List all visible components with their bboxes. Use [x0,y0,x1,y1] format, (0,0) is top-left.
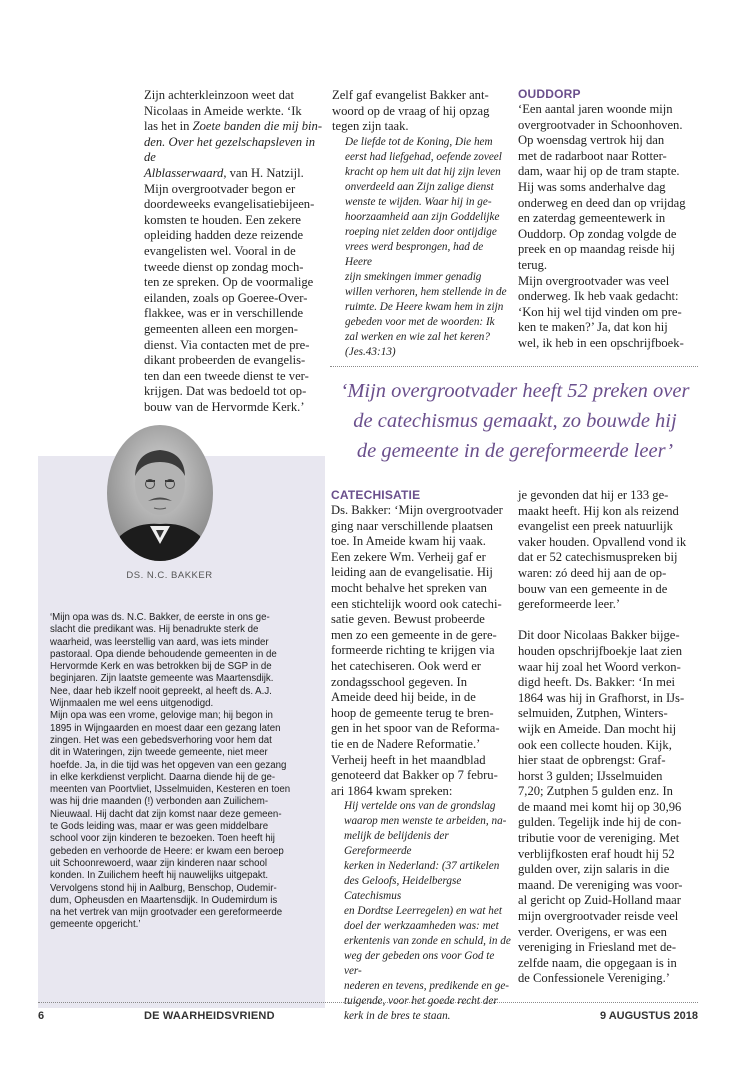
text-line: maand. De vereniging was voor- [518,877,683,892]
sidebar-text-line: te Gods leiding was, maar er was geen middelbare [50,821,269,833]
text-line: dat er 52 catechismuspreken bij [518,550,678,565]
sidebar-text-line: Nee, daar heb ikzelf nooit gepreekt, al heeft ds. A.J. [50,685,272,697]
text-line: formeerde richting te krijgen via [331,643,495,658]
text-line: je gevonden dat hij er 133 ge- [518,488,669,502]
text-line: terug. [518,257,548,272]
article-column-4 [331,488,513,1024]
quoted-text-line: wenste te wijden. Waar hij in ge- [345,195,492,208]
text-line: mocht behalve het spreken van [331,580,487,595]
article-column-1 [144,88,324,415]
sidebar-text-line: konden. In Zuilichem heeft hij nauwelijks uitgepakt. [50,870,269,882]
sidebar-text-line: slacht die predikant was. Hij benadrukte sterk de [50,624,259,636]
section-heading-catechisatie: CATECHISATIE [331,488,421,502]
text-line: flakkee, was er in verschillende [144,306,304,321]
quoted-text-line: tuigende, voor het goede recht der [344,995,498,1008]
text-line: tributie voor de vereniging. Met [518,831,680,846]
text-line: houden opschrijfboekje laat zien [518,643,683,658]
sidebar-text-line: ‘Mijn opa was ds. N.C. Bakker, de eerste in ons ge- [50,612,270,623]
article-column-2 [332,88,512,360]
portrait-image [106,424,214,562]
text-line: Ouddorp. Op zondag volgde de [518,226,677,241]
text-line: satie geven. Bewust probeerde [331,612,485,627]
text-line: gereformeerde leer.’ [518,597,621,612]
text-line: Mijn overgrootvader begon er [144,181,296,196]
pull-quote-line: de catechismus gemaakt, zo bouwde hij [353,410,677,432]
text-line: preek en op maandag reisde hij [518,242,676,257]
sidebar-text-line: zingen. Het was een gebedsverhoring voor hem dat [50,734,272,746]
text-line [518,613,703,629]
issue-date: 9 AUGUSTUS 2018 [599,1010,698,1022]
sidebar-text-line: was hij drie maanden (!) verbonden aan Zuilichem- [50,796,269,808]
quoted-text-line: kerk in de bres te staan. [344,1010,451,1023]
text-line: ari 1864 kwam spreken: [331,783,453,798]
text-line: 7,20; Zutphen 5 gulden enz. In [518,784,673,799]
sidebar-text-line: gemeente opgericht.’ [50,919,141,931]
text-line: dienst. Via contacten met de pre- [144,337,310,352]
sidebar-text-line: dum, Opheusden en Maartensdijk. In Oudemirdum is [50,894,278,906]
text-line: horst 3 gulden; IJsselmuiden [518,768,663,783]
text-line: toe. In Ameide kwam hij vaak. [331,534,486,549]
text-line: ‘Een aantal jaren woonde mijn [518,102,673,116]
sidebar-text-line: na het vertrek van mijn grootvader een gereformeerde [50,907,283,919]
text-line: dam, waar hij op de tram stapte. [518,164,680,179]
text-line: Op woensdag vertrok hij dan [518,133,665,148]
text-line: maakt heeft. Hij kon als reizend [518,503,679,518]
text-line: gulden. Tegelijk inde hij de con- [518,815,682,830]
text-line: evangelisten wel. Vooral in de [144,243,296,258]
quoted-text-line: melijk de belijdenis der Gereformeerde [344,830,449,858]
text-line: Hij was soms anderhalve dag [518,179,666,194]
text-line: ook een collecte houden. Kijk, [518,737,672,752]
sidebar-text-line: gebeden en verhoorde de Heere: er kwam een beroep [50,845,284,857]
text-line: eilanden, zoals op Goeree-Over- [144,290,308,305]
section-heading-ouddorp: OUDDORP [518,87,581,101]
text-line: bouw van een gemeente in de [518,581,668,596]
text-line: de Confessionele Vereniging.’ [518,971,670,986]
text-line: ‘Kon hij wel tijd vinden om pre- [518,304,682,319]
quoted-text-line: De liefde tot de Koning, Die hem [345,135,493,148]
quoted-text-line: onverdeeld aan Zijn zalige dienst [345,180,494,193]
sidebar-text-line: Nieuwaal. Hij dacht dat zijn komst naar deze gemeen- [50,808,282,820]
text-line: tweede dienst op zondag moch- [144,259,304,274]
page-number: 6 [38,1010,45,1022]
text-line: ging naar verschillende plaatsen [331,518,493,533]
text-line: Alblasserwaard, van H. Natzijl. [144,165,304,180]
text-line: vaker houden. Opvallend vond ik [518,534,687,549]
text-line: dikant probeerden de evangelis- [144,353,306,368]
text-line: Nicolaas in Ameide werkte. ‘Ik [144,103,302,118]
text-line: gen in het spoor van de Reforma- [331,721,500,736]
text-line: digd heeft. Ds. Bakker: ‘In mei [518,675,676,690]
quoted-text-line: eerst had liefgehad, oefende zoveel [345,150,502,163]
sidebar-text-line: school voor zijn kinderen te bezoeken. Toen heeft hij [50,833,275,845]
text-line: tie en de Nadere Reformatie.’ [331,736,481,751]
sidebar-text-line: in elke kerkdienst verplicht. Daarna diende hij de ge- [50,771,276,783]
portrait-photo [106,424,214,562]
text-line: wel, ik heb in een opschrijfboek- [518,335,684,350]
text-line: overgrootvader in Schoonhoven. [518,117,683,132]
text-line: Zijn achterkleinzoon weet dat [144,88,295,102]
quoted-text-line: en Dordtse Leerregelen) en wat het [344,905,502,918]
text-line: en zaterdag gemeentewerk in [518,211,666,226]
quoted-text-line: roeping niet zelden door ontijdige [345,225,497,238]
sidebar-text-line: Mijn opa was een vrome, gelovige man; hij begon in [50,710,273,722]
sidebar-text-line: waarheid, was leerstellig van aard, was iets minder [50,636,269,648]
text-line: Ds. Bakker: ‘Mijn overgrootvader [331,503,503,517]
text-line: de maand mei komt hij op 30,96 [518,799,682,814]
text-line: las het in Zoete banden die mij bin- [144,119,323,134]
text-line: genoteerd dat Bakker op 7 febru- [331,768,498,783]
pull-quote [320,376,710,466]
quoted-text-line: (Jes.43:13) [345,345,396,358]
text-line: 1864 was hij in Grafhorst, in IJs- [518,690,685,705]
text-line: ken te maken?’ Ja, dat kon hij [518,320,668,335]
text-line: evangelist een preek natuurlijk [518,519,673,534]
text-line: waar hij zoal het Woord verkon- [518,659,681,674]
text-line: onderweg. Ik heb vaak gedacht: [518,289,679,304]
text-line: hier staat de opbrengst: Graf- [518,753,666,768]
text-line: mijn overgrootvader reisde veel [518,909,679,924]
sidebar-text [50,612,318,932]
quoted-text-line: ruimte. De Heere kwam hem in zijn [345,300,504,313]
text-line: men zo een gemeente in de gere- [331,627,497,642]
quoted-text-line: gebeden voor met de woorden: Ik [345,315,495,328]
quoted-text-line: weg der gebeden ons voor God te ver- [344,950,495,978]
text-line: verder. Overigens, er was een [518,924,667,939]
sidebar-text-line: dit in Wateringen, zijn tweede gemeente, niet meer [50,747,268,759]
quoted-text-line: erkentenis van zonde en schuld, in de [344,935,511,948]
sidebar-text-line: meenten van Poortvliet, IJsselmuiden, Kesteren en toen [50,784,291,796]
text-line: Verheij heeft in het maandblad [331,752,486,767]
text-line: al gericht op Zuid-Holland maar [518,893,681,908]
sidebar-text-line: beginjaren. Zijn laatste gemeente was Maartensdijk. [50,673,274,685]
text-line: onderweg en deed dan op vrijdag [518,195,686,210]
text-line: krijgen. Dat was bedoeld tot op- [144,384,307,399]
quoted-text-line: zijn smekingen immer genadig [345,270,482,283]
quoted-text-line: willen verhoren, hem stellende in de [345,285,507,298]
text-line: doordeweeks evangelisatiebijeen- [144,197,315,212]
text-line: opleiding hadden deze reizende [144,228,304,243]
text-line: waren: zó deed hij aan de op- [518,565,667,580]
quoted-text-line: waarop men wenste te arbeiden, na- [344,815,507,828]
text-line: Dit door Nicolaas Bakker bijge- [518,628,680,643]
pullquote-divider [330,366,698,367]
text-line: selmuiden, Zutphen, Winters- [518,706,668,721]
text-line: met de radarboot naar Rotter- [518,148,667,163]
footer-divider [38,1002,698,1003]
sidebar-text-line: hoefde. Ja, in die tijd was het opgeven van een gezang [50,759,287,771]
text-line: Ameide deed hij beide, in de [331,690,476,705]
quoted-text-line: des Geloofs, Heidelbergse Catechismus [344,875,462,903]
text-line: verblijfkosten eraf houdt hij 52 [518,846,675,861]
sidebar-text-line: pastoraal. Opa diende behoudende gemeenten in de [50,648,277,660]
text-line: ten dan een tweede dienst te ver- [144,368,309,383]
text-line: leiding aan de evangelisatie. Hij [331,565,493,580]
text-line: gemeenten alleen een morgen- [144,321,298,336]
article-column-5 [518,488,703,987]
sidebar-text-line: 1895 in Wijngaarden en moest daar een gezang laten [50,722,281,734]
sidebar-text-line: Vervolgens stond hij in Aalburg, Benschop, Oudemir- [50,882,277,894]
text-line: woord op de vraag of hij opzag [332,103,490,118]
text-line: Een zekere Wm. Verheij gaf er [331,549,486,564]
text-line: Zelf gaf evangelist Bakker ant- [332,88,489,102]
text-line: zondagsschool gegeven. In [331,674,468,689]
text-line: den. Over het gezelschapsleven in de [144,134,316,165]
quoted-text-line: zal werken en wie zal het keren? [345,330,490,343]
sidebar-text-line: Hervormde Kerk en was betrokken bij de SGP in de [50,661,272,673]
quoted-text-line: doel der werkzaamheden was: met [344,920,499,933]
text-line: Mijn overgrootvader was veel [518,273,670,288]
pull-quote-line: ‘Mijn overgrootvader heeft 52 preken over [340,380,690,402]
text-line: wijk en Ameide. Dan mocht hij [518,721,677,736]
text-line: komsten te houden. Een zekere [144,212,302,227]
quoted-text-line: vrees werd besprongen, had de Heere [345,240,484,268]
publication-name: DE WAARHEIDSVRIEND [144,1010,275,1022]
text-line: een stichtelijk woord ook catechi- [331,596,502,611]
text-line: vereniging in Friesland met de- [518,940,677,955]
sidebar-text-line: uit Schoonrewoerd, waar zijn kinderen naar school [50,857,268,869]
quoted-text-line: hoorzaamheid aan zijn Goddelijke [345,210,500,223]
quoted-text-line: kracht op hem uit dat hij zijn leven [345,165,501,178]
quoted-text-line: Hij vertelde ons van de grondslag [344,800,496,813]
text-line: ten ze spreken. Op de voormalige [144,275,314,290]
pull-quote-line: de gemeente in de gereformeerde leer’ [356,440,674,462]
quoted-text-line: kerken in Nederland: (37 artikelen [344,860,500,873]
text-line: zelfde naam, die opgegaan is in [518,955,677,970]
quoted-text-line: nederen en tevens, predikende en ge- [344,980,510,993]
text-line: gulden over, zijn salaris in die [518,862,670,877]
sidebar-text-line: Wijnmaalen me wel eens uitgenodigd. [50,698,214,710]
text-line: bouw van de Hervormde Kerk.’ [144,399,305,414]
article-column-3 [518,87,703,352]
text-line: hoop de gemeente terug te bren- [331,705,494,720]
portrait-caption: DS. N.C. BAKKER [126,570,213,581]
text-line: het catechiseren. Ook werd er [331,658,481,673]
text-line: tegen zijn taak. [332,119,409,134]
